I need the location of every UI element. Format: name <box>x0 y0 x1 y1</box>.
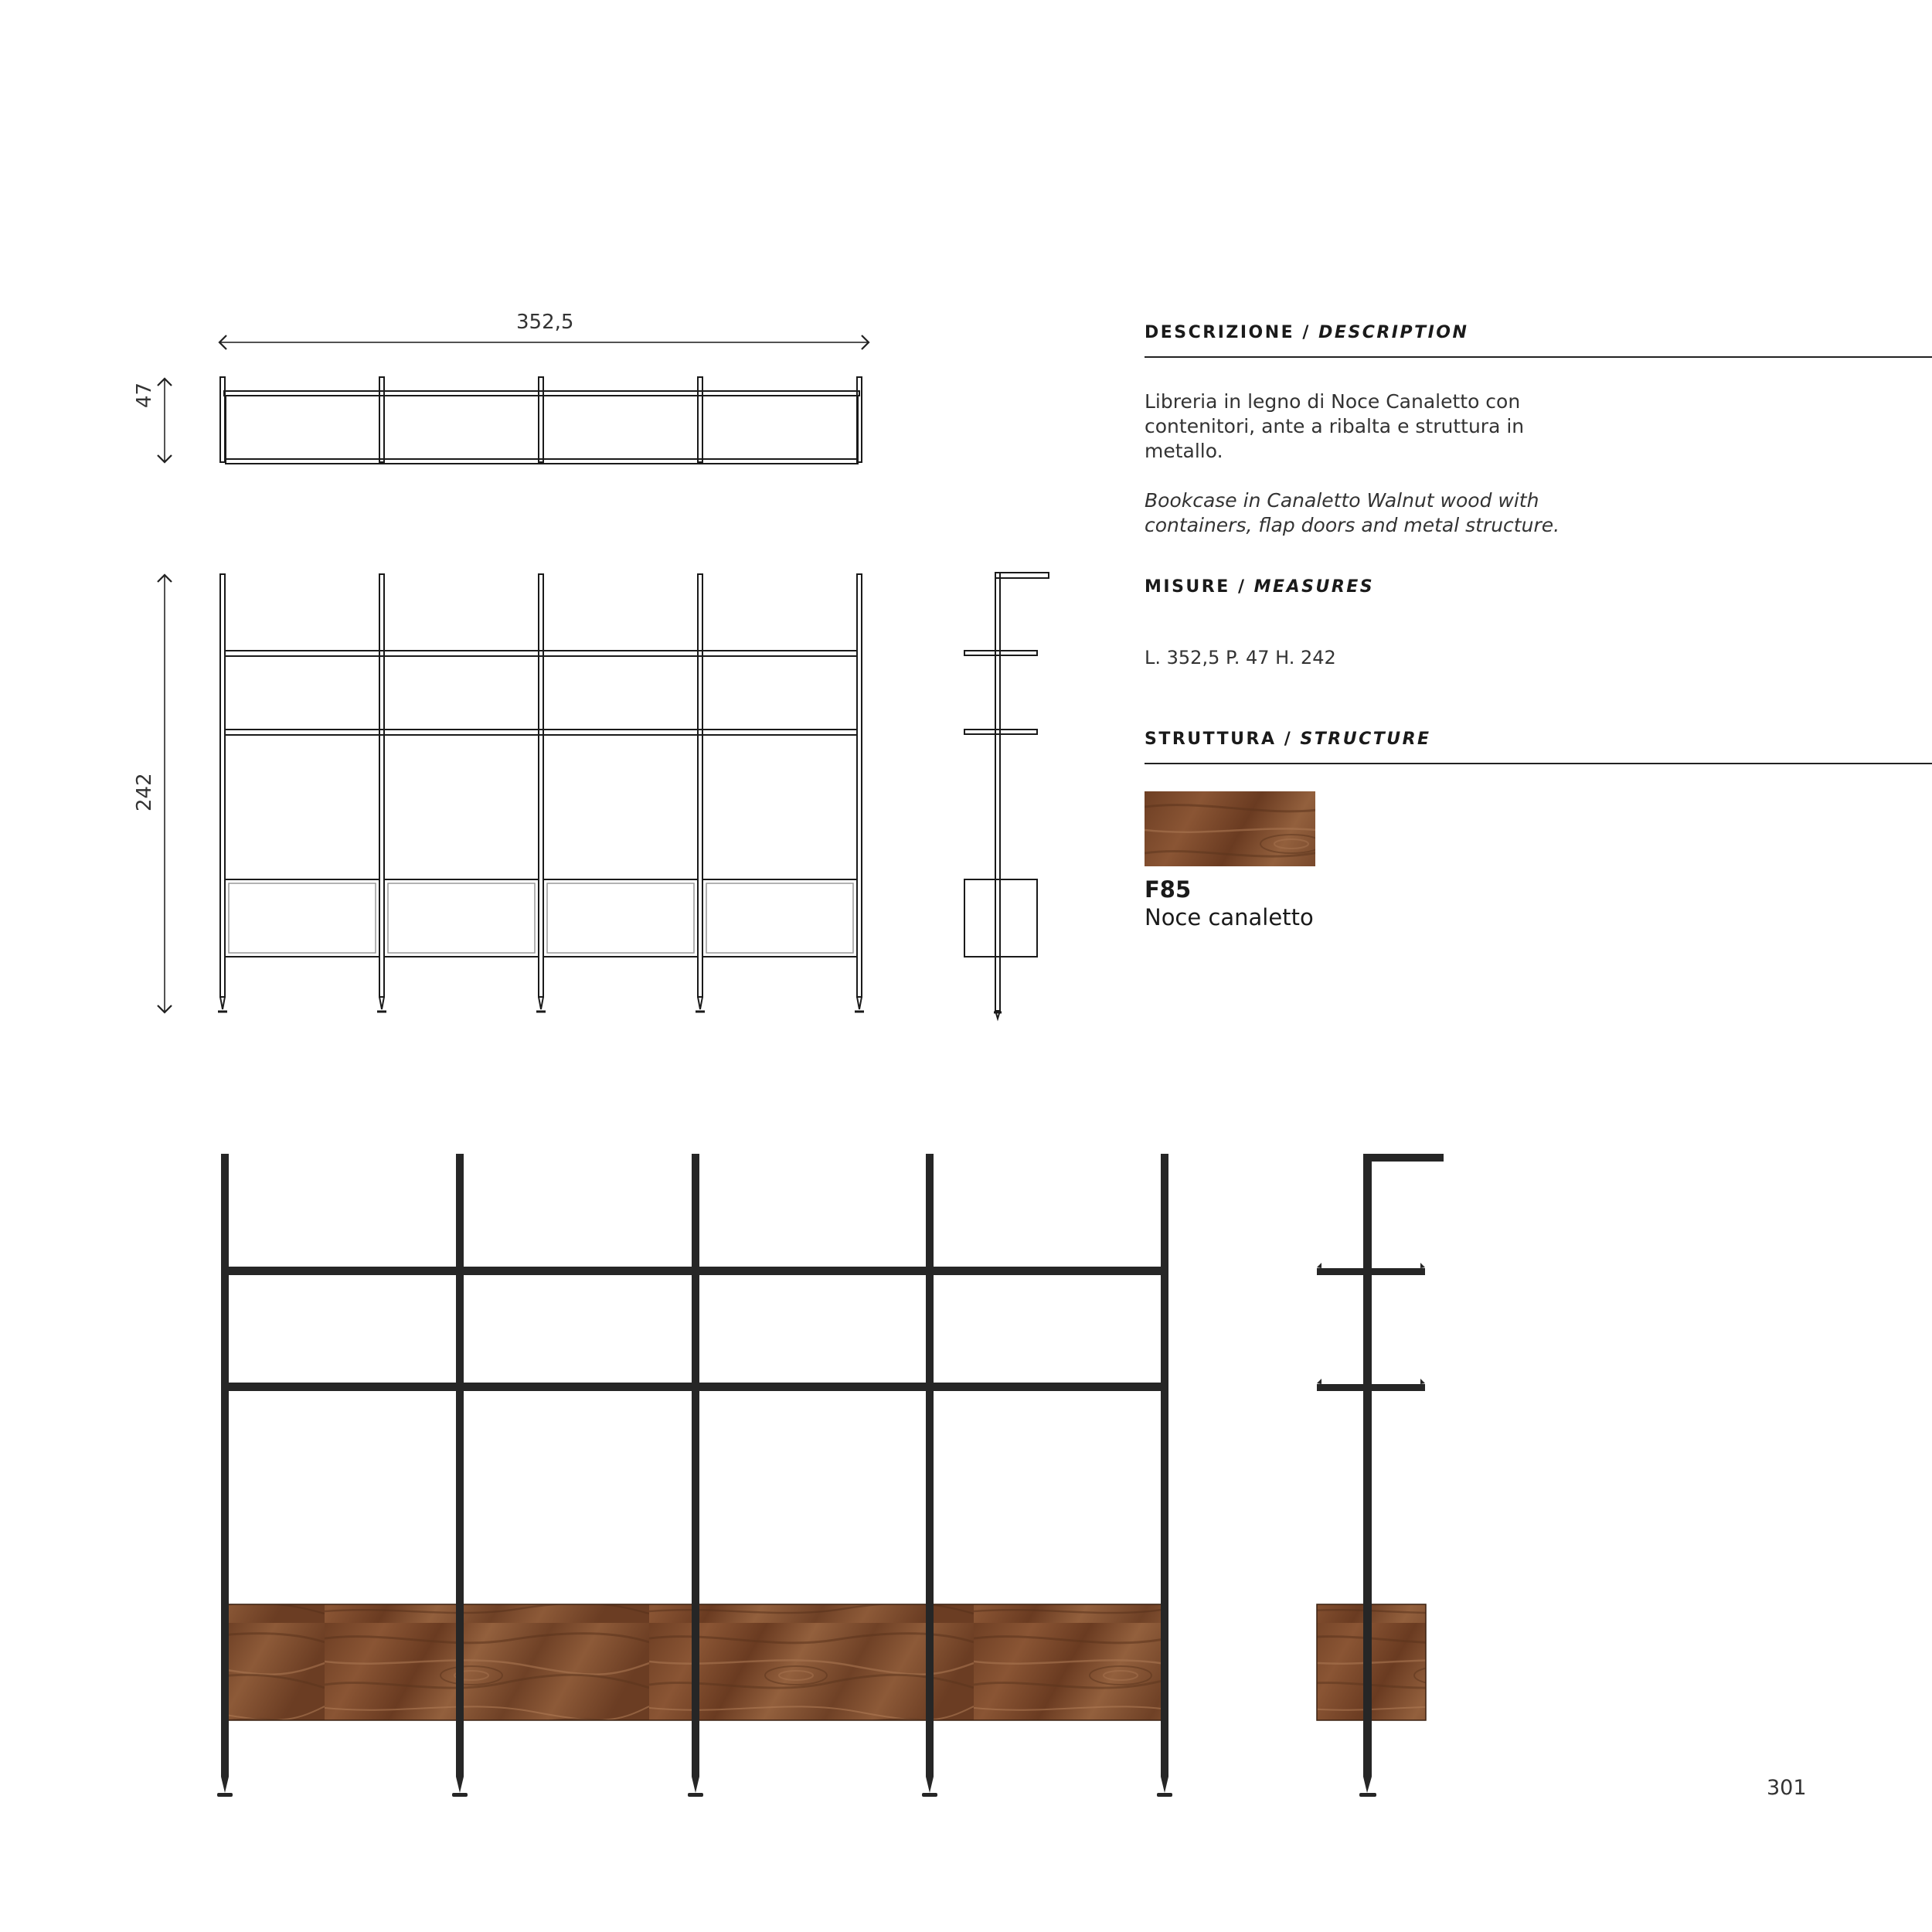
structure-heading-sep: / <box>1284 730 1293 749</box>
height-dimension-label: 242 <box>133 773 156 811</box>
depth-dimension-label: 47 <box>133 382 156 408</box>
description-heading-en: DESCRIPTION <box>1318 323 1469 342</box>
front-post <box>218 574 227 1012</box>
rendered-front-view <box>217 1154 1172 1797</box>
measures-heading <box>1145 577 1374 597</box>
measures-heading-sep: / <box>1237 577 1247 597</box>
rendered-wood-container <box>696 1604 930 1720</box>
front-post <box>696 574 705 1012</box>
top-view-post <box>698 377 702 462</box>
top-view-post <box>539 377 543 462</box>
top-view-post <box>220 377 225 462</box>
front-post <box>377 574 386 1012</box>
rendered-wood-container <box>225 1604 460 1720</box>
description-text-it: Libreria in legno di Noce Canaletto con contenitori, ante a ribalta e struttura in metallo. <box>1145 390 1525 462</box>
description-divider <box>1145 356 1932 358</box>
finish-code: F85 <box>1145 876 1192 903</box>
description-text-en: Bookcase in Canaletto Walnut wood with containers, flap doors and metal structure. <box>1145 489 1560 536</box>
front-post <box>855 574 864 1012</box>
rendered-wood-container <box>930 1604 1165 1720</box>
width-dimension-label: 352,5 <box>516 311 574 334</box>
top-view-post <box>857 377 862 462</box>
description-heading-it: DESCRIZIONE <box>1145 323 1295 342</box>
rendered-side-view <box>1317 1154 1444 1797</box>
front-container <box>543 879 698 957</box>
structure-heading-it: STRUTTURA <box>1145 730 1277 749</box>
side-elevation-drawing <box>964 573 1049 1019</box>
structure-divider <box>1145 763 1932 764</box>
measures-value: L. 352,5 P. 47 H. 242 <box>1145 647 1336 668</box>
measures-heading-it: MISURE <box>1145 577 1230 597</box>
structure-heading <box>1145 730 1431 749</box>
front-shelf <box>225 730 857 735</box>
front-post <box>536 574 546 1012</box>
top-view-post <box>379 377 384 462</box>
front-container <box>225 879 379 957</box>
description-heading <box>1145 323 1468 342</box>
structure-heading-en: STRUCTURE <box>1300 730 1431 749</box>
finish-name: Noce canaletto <box>1145 904 1314 930</box>
description-heading-sep: / <box>1302 323 1311 342</box>
front-container <box>384 879 539 957</box>
front-shelf <box>225 651 857 656</box>
top-view-drawing <box>165 342 869 464</box>
rendered-wood-container <box>460 1604 696 1720</box>
page-number: 301 <box>1767 1776 1807 1800</box>
front-elevation-drawing <box>165 574 864 1012</box>
measures-heading-en: MEASURES <box>1253 577 1375 597</box>
walnut-wood-swatch <box>1145 791 1315 866</box>
front-container <box>702 879 857 957</box>
